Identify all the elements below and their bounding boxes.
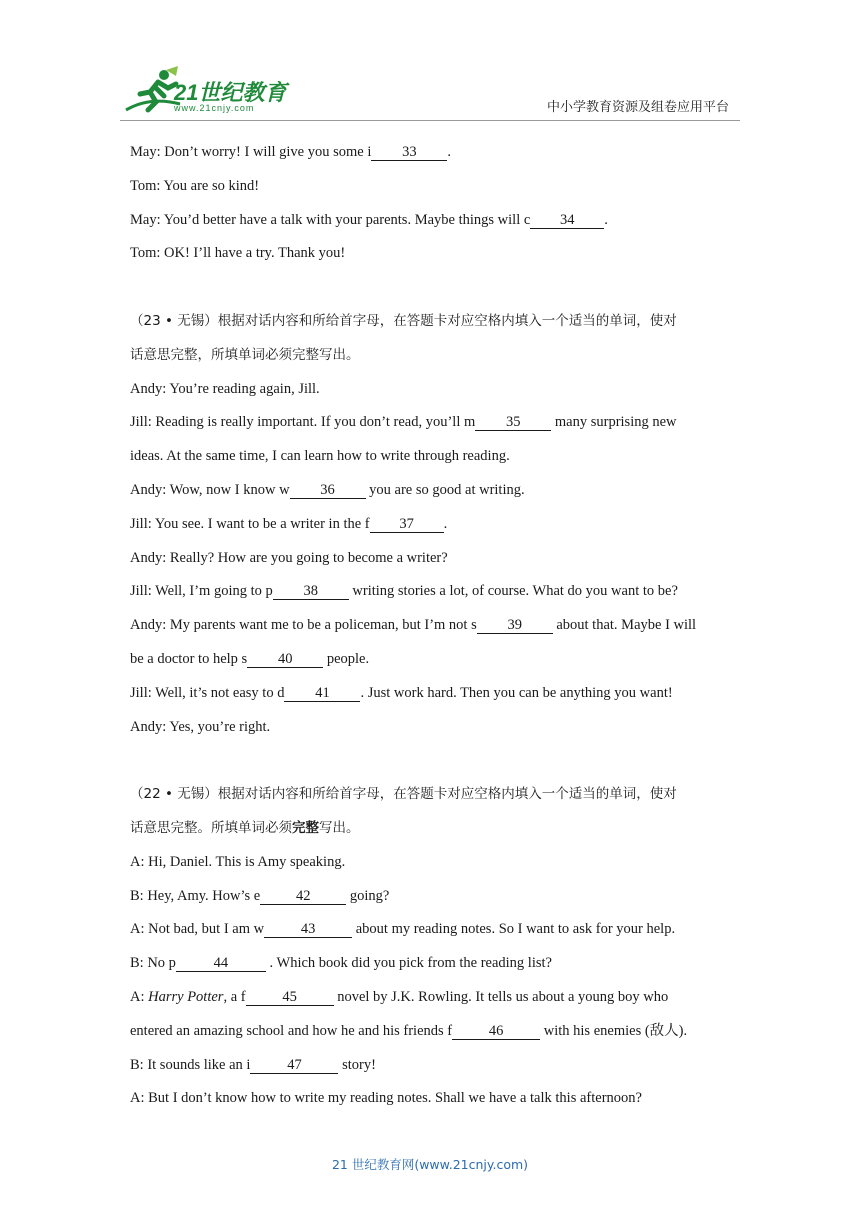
dialogue-line: Andy: My parents want me to be a policeman, but I’m not s 39 about that. Maybe I will [130,617,697,634]
dialogue-line: Jill: Well, it’s not easy to d 41 . Just work hard. Then you can be anything you want! [130,684,673,701]
dialogue-line: ideas. At the same time, I can learn how to write through reading. [130,448,510,465]
dialogue-line: Andy: Really? How are you going to become a writer? [130,549,448,566]
dialogue-line: be a doctor to help s 40 people. [130,650,370,667]
spacer [130,271,730,305]
dialogue-line: B: No p 44 . Which book did you pick from the reading list? [130,955,552,972]
dialogue-line: B: It sounds like an i 47 story! [130,1056,376,1073]
dialogue-line: entered an amazing school and how he and his friends f 46 with his enemies (敌人). [130,1022,688,1039]
dialogue-line: Andy: Yes, you’re right. [130,718,271,735]
dialogue-line: Jill: You see. I want to be a writer in the f 37 . [130,515,448,532]
dialogue-line: A: Harry Potter, a f 45 novel by J.K. Rowling. It tells us about a young boy who [130,988,669,1005]
answer-blank: 37 [370,516,444,533]
dialogue-line: A: But I don’t know how to write my reading notes. Shall we have a talk this afternoon? [130,1090,642,1107]
answer-blank: 36 [290,482,366,499]
logo-url: www.21cnjy.com [174,103,255,113]
answer-blank: 33 [371,144,447,161]
dialogue-line: Jill: Reading is really important. If you don’t read, you’ll m 35 many surprising new [130,414,677,431]
dialogue-line: May: Don’t worry! I will give you some i 33 . [130,144,451,160]
page-header [0,0,860,128]
answer-blank: 43 [264,921,352,938]
answer-blank: 41 [284,685,360,702]
answer-blank: 40 [247,651,323,668]
answer-blank: 45 [246,989,334,1006]
page-footer: 21 世纪教育网(www.21cnjy.com) [331,1157,529,1172]
question-instruction: （23 • 无锡）根据对话内容和所给首字母，在答题卡对应空格内填入一个适当的单词，使对 [130,312,677,329]
answer-blank: 46 [452,1023,540,1040]
answer-blank: 34 [530,212,604,229]
dialogue-line: Jill: Well, I’m going to p 38 writing stories a lot, of course. What do you want to be? [130,583,678,600]
question-instruction: 话意思完整。所填单词必须完整写出。 [130,819,360,836]
answer-blank: 47 [250,1057,338,1074]
spacer [130,744,730,778]
dialogue-line: B: Hey, Amy. How’s e 42 going? [130,887,390,904]
answer-blank: 38 [273,583,349,600]
question-instruction: 话意思完整，所填单词必须完整写出。 [130,346,360,363]
answer-blank: 35 [475,414,551,431]
answer-blank: 39 [477,617,553,634]
dialogue-line: Tom: You are so kind! [130,177,260,194]
question-instruction: （22 • 无锡）根据对话内容和所给首字母，在答题卡对应空格内填入一个适当的单词，使对 [130,786,677,803]
answer-blank: 42 [260,888,346,905]
platform-name: 中小学教育资源及组卷应用平台 [546,100,729,115]
dialogue-line: Andy: You’re reading again, Jill. [130,380,320,397]
dialogue-line: Andy: Wow, now I know w 36 you are so good at writing. [130,481,525,498]
dialogue-line: A: Hi, Daniel. This is Amy speaking. [130,853,346,870]
dialogue-line: May: You’d better have a talk with your parents. Maybe things will c 34 . [130,211,608,228]
dialogue-line: A: Not bad, but I am w 43 about my reading notes. So I want to ask for your help. [130,921,676,938]
dialogue-line: Tom: OK! I’ll have a try. Thank you! [130,245,346,262]
logo-text: 21世纪教育 [174,80,287,105]
header-divider [120,120,740,121]
document-body [130,136,730,1116]
answer-blank: 44 [176,955,266,972]
